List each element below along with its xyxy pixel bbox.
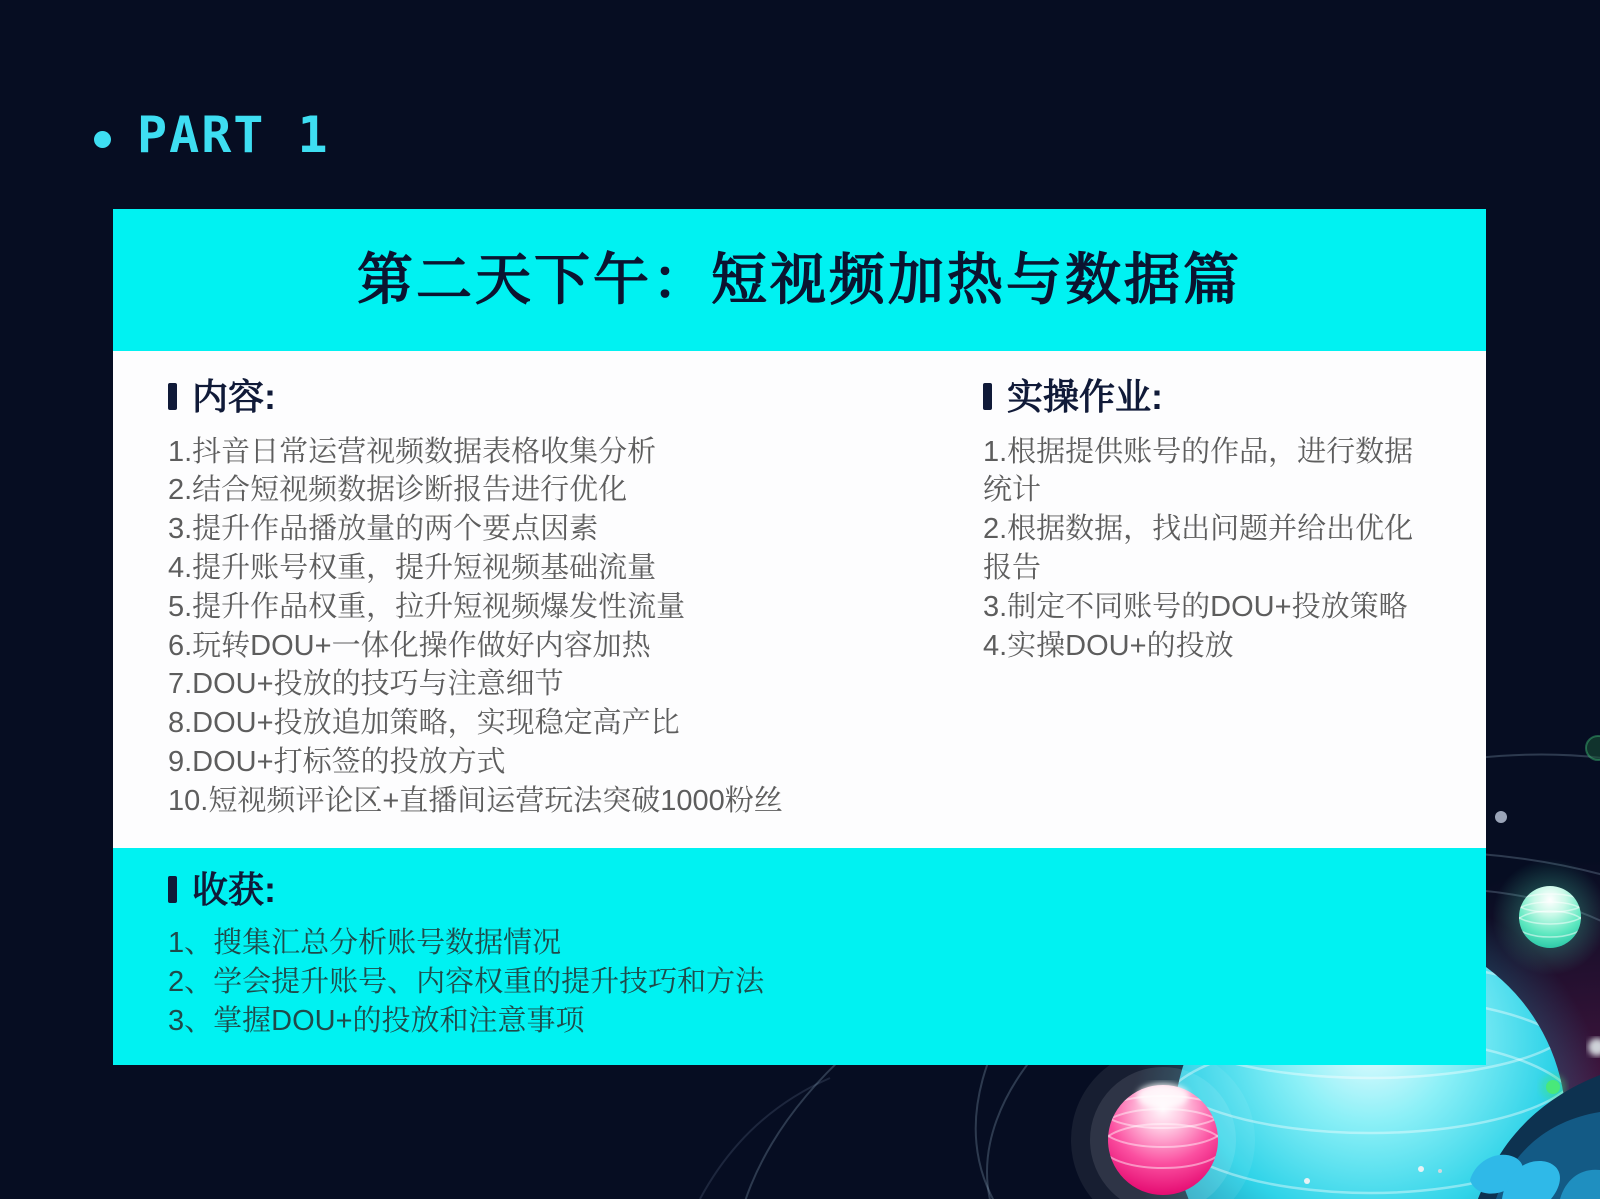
part-header: [94, 106, 330, 164]
content-list: [168, 433, 938, 821]
panel-title-banner: [113, 209, 1486, 351]
list-item: 4.实操DOU+的投放: [983, 629, 1234, 662]
bullet-dot-icon: [94, 131, 111, 148]
gains-list: [168, 924, 1446, 1041]
gains-heading: [168, 870, 1446, 910]
homework-list: [983, 433, 1433, 666]
gains-section: [113, 848, 1486, 1065]
list-item: 3、掌握DOU+的投放和注意事项: [168, 1004, 585, 1037]
list-item: 1、搜集汇总分析账号数据情况: [168, 926, 562, 959]
list-item: 3.制定不同账号的DOU+投放策略: [983, 590, 1408, 623]
part-label: PART 1: [137, 106, 330, 164]
list-item: 4.提升账号权重，提升短视频基础流量: [168, 551, 657, 584]
list-item: 2、学会提升账号、内容权重的提升技巧和方法: [168, 965, 765, 998]
heading-marker-icon: [168, 876, 177, 903]
list-item: 8.DOU+投放追加策略，实现稳定高产比: [168, 707, 680, 740]
list-item: 5.提升作品权重，拉升短视频爆发性流量: [168, 590, 686, 623]
heading-marker-icon: [983, 383, 992, 410]
homework-heading: [983, 377, 1433, 417]
content-heading-label: 内容:: [192, 376, 276, 417]
list-item: 3.提升作品播放量的两个要点因素: [168, 513, 599, 546]
list-item: 2.根据数据，找出问题并给出优化报告: [983, 513, 1414, 584]
list-item: 6.玩转DOU+一体化操作做好内容加热: [168, 629, 651, 662]
gains-heading-label: 收获:: [192, 869, 276, 910]
course-panel: [113, 209, 1486, 1065]
homework-section: [983, 377, 1433, 848]
list-item: 1.根据提供账号的作品，进行数据统计: [983, 435, 1414, 507]
list-item: 9.DOU+打标签的投放方式: [168, 745, 506, 778]
panel-title: 第二天下午：短视频加热与数据篇: [357, 248, 1242, 311]
content-heading: [168, 377, 938, 417]
list-item: 1.抖音日常运营视频数据表格收集分析: [168, 435, 657, 468]
list-item: 2.结合短视频数据诊断报告进行优化: [168, 474, 628, 507]
homework-heading-label: 实操作业:: [1007, 376, 1163, 417]
list-item: 10.短视频评论区+直播间运营玩法突破1000粉丝: [168, 784, 783, 817]
list-item: 7.DOU+投放的技巧与注意细节: [168, 668, 564, 701]
heading-marker-icon: [168, 383, 177, 410]
content-section: [168, 377, 938, 848]
panel-body: [113, 351, 1486, 848]
